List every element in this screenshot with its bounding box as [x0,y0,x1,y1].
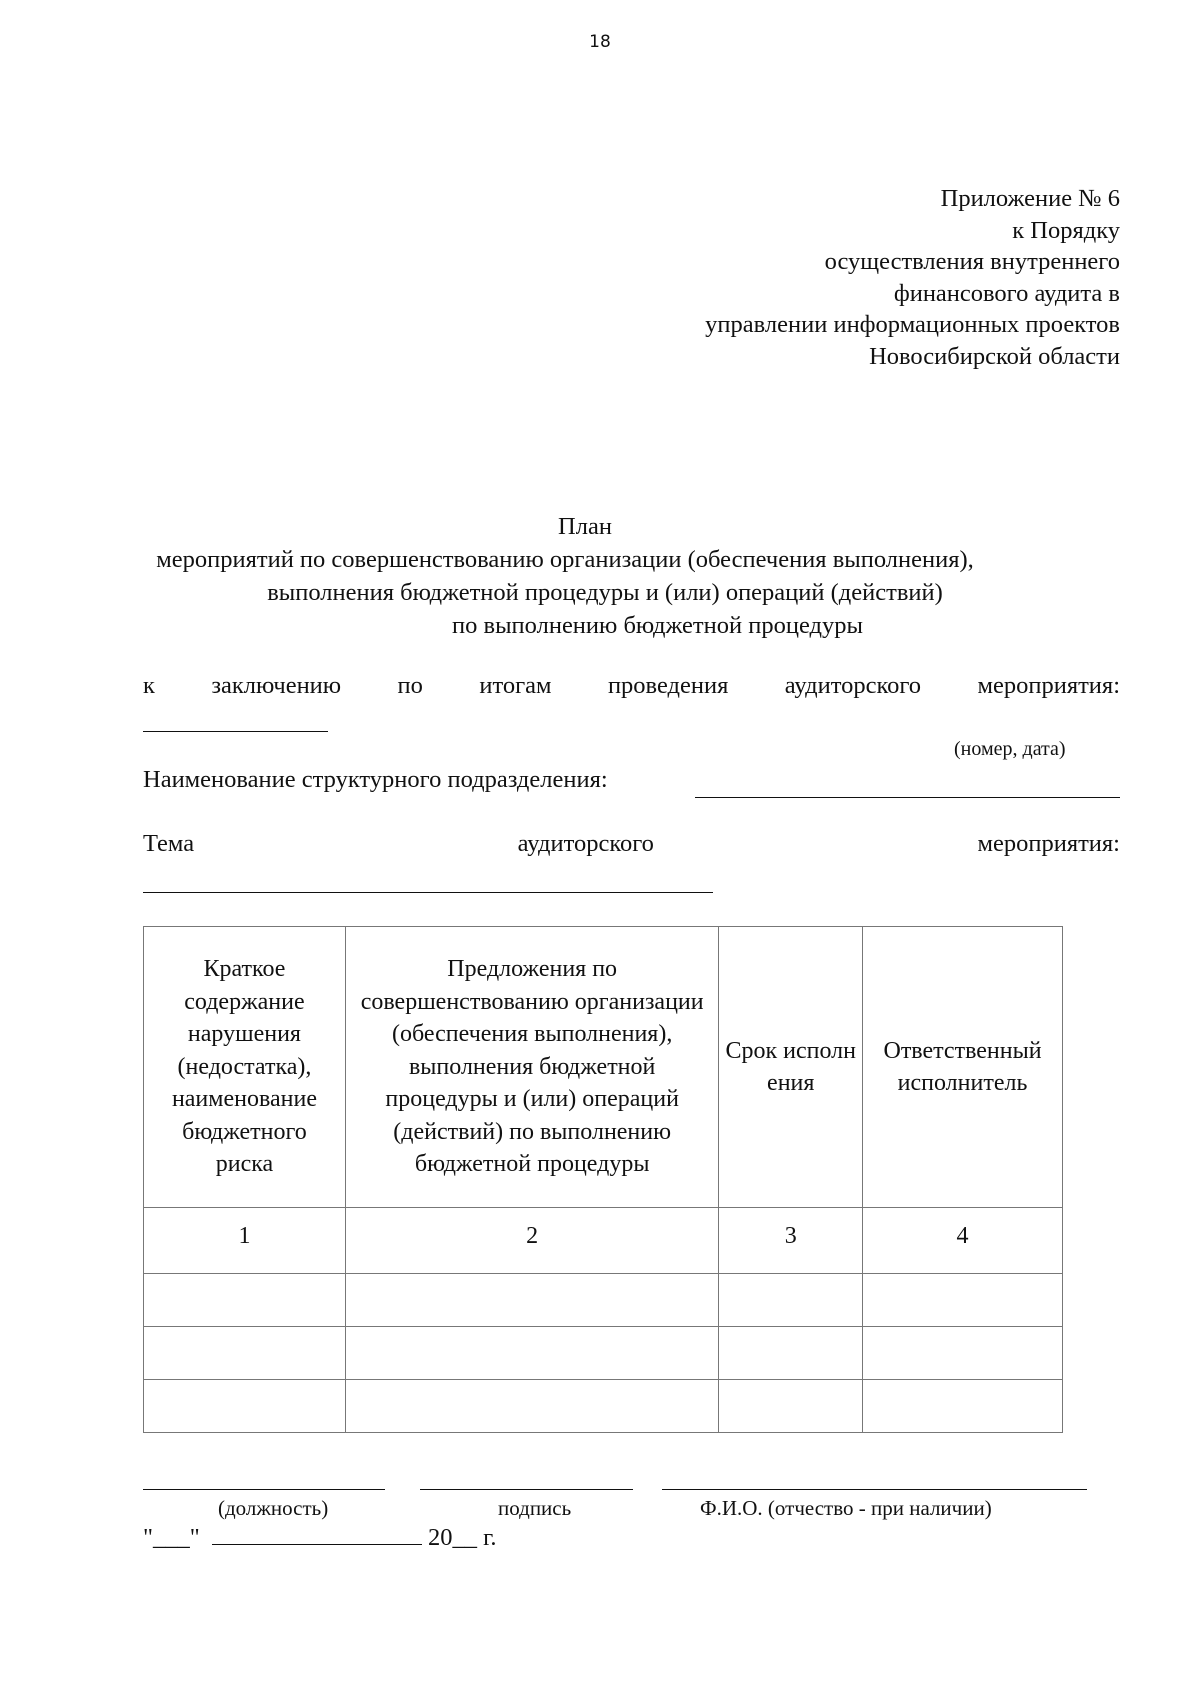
table-cell[interactable] [345,1274,719,1327]
table-cell[interactable] [144,1380,346,1433]
conclusion-hint: (номер, дата) [954,738,1066,760]
signature-label: подпись [498,1496,572,1520]
conclusion-word: аудиторского [784,672,922,699]
table-cell[interactable] [719,1274,863,1327]
table-number-cell: 4 [863,1208,1063,1274]
topic-word: Тема [143,830,195,857]
date-line [143,1524,497,1552]
position-label: (должность) [218,1496,329,1520]
table-cell[interactable] [719,1380,863,1433]
appendix-header [705,183,1120,372]
table-cell[interactable] [863,1380,1063,1433]
title-line: мероприятий по совершенствованию организации (обеспечения выполнения), [156,546,974,573]
conclusion-word: к [143,672,155,699]
table-number-cell: 1 [144,1208,346,1274]
name-label: Ф.И.О. (отчество - при наличии) [700,1496,992,1520]
table-row [144,1327,1063,1380]
conclusion-word: по [397,672,423,699]
name-blank[interactable] [662,1489,1087,1490]
conclusion-word: проведения [607,672,729,699]
appendix-line: к Порядку [1012,216,1120,244]
appendix-line: управлении информационных проектов [705,311,1120,338]
appendix-line: Приложение № 6 [940,185,1120,212]
plan-table [143,926,1063,1433]
appendix-line: финансового аудита в [893,279,1120,307]
date-day: "___" [143,1524,200,1551]
table-row [144,1274,1063,1327]
table-cell[interactable] [719,1327,863,1380]
table-cell[interactable] [144,1274,346,1327]
table-number-cell: 2 [345,1208,719,1274]
topic-line [143,830,1120,858]
table-number-row [144,1208,1063,1274]
table-row [144,1380,1063,1433]
date-year: 20__ [428,1524,478,1551]
conclusion-blank[interactable] [143,731,328,732]
conclusion-line [143,672,1120,700]
date-month-blank[interactable] [212,1524,422,1545]
division-label: Наименование структурного подразделения: [143,766,608,793]
table-header-cell: Предложения по совершенствованию организации (обеспечения выполнения), выполнения бюджетной процедуры и (или) операций (действий) по выполнению бюджетной процедуры [345,927,719,1208]
table-cell[interactable] [345,1327,719,1380]
conclusion-word: мероприятия: [977,672,1120,699]
appendix-line: Новосибирской области [869,342,1120,370]
signature-blank[interactable] [420,1489,633,1490]
table-cell[interactable] [144,1327,346,1380]
title-line: по выполнению бюджетной процедуры [452,612,863,639]
appendix-line: осуществления внутреннего [824,248,1120,275]
date-year-suffix: г. [483,1524,497,1551]
title-line: выполнения бюджетной процедуры и (или) операций (действий) [267,579,943,606]
conclusion-word: заключению [211,672,342,699]
division-blank[interactable] [695,797,1120,798]
title-heading: План [558,513,612,540]
table-header-cell: Краткое содержание нарушения (недостатка), наименование бюджетного риска [144,927,346,1208]
topic-blank[interactable] [143,892,713,893]
position-blank[interactable] [143,1489,385,1490]
table-header-cell: Ответственный исполнитель [863,927,1063,1208]
topic-word: мероприятия: [977,830,1120,857]
topic-word: аудиторского [517,830,654,857]
table-cell[interactable] [345,1380,719,1433]
document-title [0,510,1200,642]
table-cell[interactable] [863,1327,1063,1380]
table-number-cell: 3 [719,1208,863,1274]
page-number: 18 [589,32,611,52]
conclusion-word: итогам [479,672,552,699]
table-cell[interactable] [863,1274,1063,1327]
table-header-cell: Срок исполнения [719,927,863,1208]
table-header-row [144,927,1063,1208]
